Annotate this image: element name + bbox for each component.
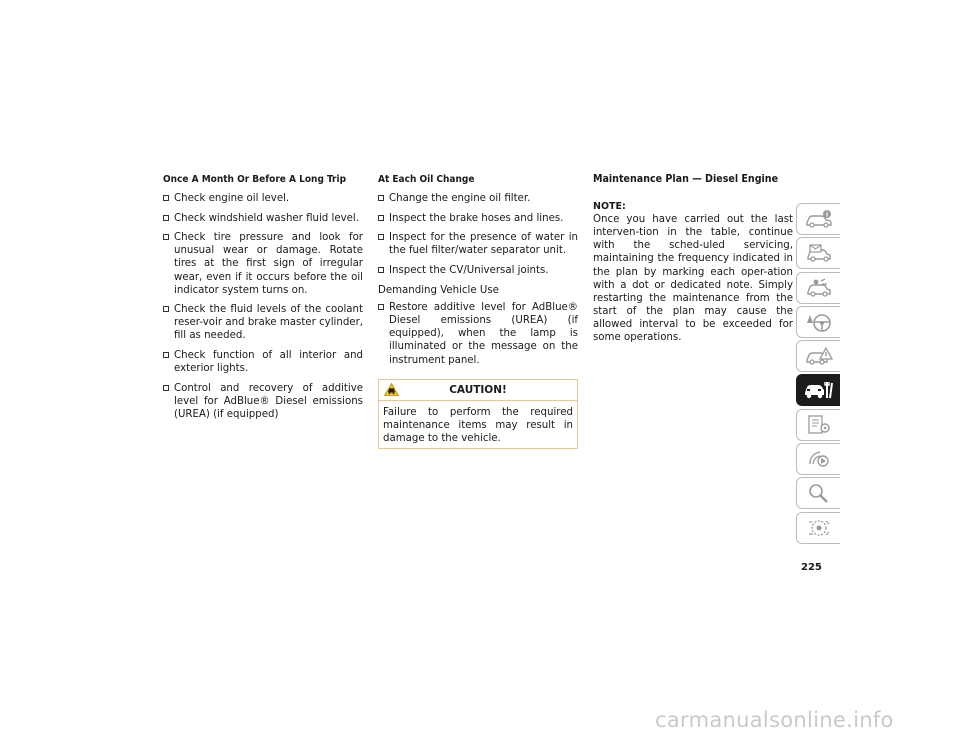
- tab-introduction[interactable]: [796, 203, 840, 235]
- subheading: Demanding Vehicle Use: [378, 285, 499, 297]
- list-item: Check function of all interior and exterior lights.: [163, 349, 363, 375]
- section-heading: At Each Oil Change: [378, 174, 475, 185]
- tab-servicing-maintenance[interactable]: [796, 374, 840, 406]
- tab-technical-specifications[interactable]: [796, 409, 840, 441]
- list-item: Control and recovery of additive level for AdBlue® Diesel emissions (UREA) (if equipped): [163, 382, 363, 421]
- chapter-tabs: [796, 203, 841, 546]
- checklist: [163, 192, 363, 421]
- checkbox-icon: [163, 306, 169, 312]
- checkbox-icon: [163, 234, 169, 240]
- car-info-icon: [804, 209, 834, 229]
- checkbox-icon: [163, 385, 169, 391]
- checkbox-icon: [163, 215, 169, 221]
- section-heading: Maintenance Plan — Diesel Engine: [593, 173, 779, 185]
- checkbox-icon: [163, 352, 169, 358]
- checkbox-icon: [378, 304, 384, 310]
- specifications-icon: [804, 414, 834, 436]
- caution-header: [379, 380, 577, 401]
- column-maintenance-plan: [593, 173, 793, 344]
- column-oil-change: [378, 173, 578, 449]
- note-label: NOTE:: [593, 201, 626, 213]
- list-item: Check engine oil level.: [163, 192, 363, 205]
- svg-text:i: i: [825, 211, 828, 219]
- list-item: Check tire pressure and look for unusual wear or damage. Rotate tires at the first sign of irregular wear, even if it occurs before the oil indicator system turns on.: [163, 231, 363, 296]
- list-item: Inspect for the presence of water in the fuel filter/water separator unit.: [378, 231, 578, 257]
- checklist: [378, 192, 578, 277]
- checkbox-icon: [163, 195, 169, 201]
- list-item: Check the fluid levels of the coolant reser-voir and brake master cylinder, fill as needed.: [163, 303, 363, 342]
- tab-starting-operating[interactable]: [796, 306, 840, 338]
- tab-safety[interactable]: [796, 272, 840, 304]
- car-safety-icon: [804, 277, 834, 299]
- checkbox-icon: [378, 267, 384, 273]
- checklist: [378, 301, 578, 366]
- note-text: Once you have carried out the last interven-tion in the table, continue with the sched-uled servicing, maintaining the frequency indicated in the plan by marking each oper-ation with a dot or dedicated note. Simply restarting the maintenance from the start of the plan may cause the allowed interval to be exceeded for some operations.: [593, 214, 793, 344]
- checkbox-icon: [378, 195, 384, 201]
- tab-languages[interactable]: [796, 512, 840, 544]
- car-warning-icon: [804, 345, 834, 367]
- car-mail-icon: [804, 243, 834, 263]
- list-item: Check windshield washer fluid level.: [163, 212, 363, 225]
- list-item: Change the engine oil filter.: [378, 192, 578, 205]
- list-item: Inspect the CV/Universal joints.: [378, 264, 578, 277]
- watermark[interactable]: carmanualsonline.info: [655, 708, 894, 732]
- list-item: Restore additive level for AdBlue® Diesel emissions (UREA) (if equipped), when the lamp is illuminated or the message on the instrument panel.: [378, 301, 578, 366]
- checkbox-icon: [378, 234, 384, 240]
- checkbox-icon: [378, 215, 384, 221]
- tab-in-case-of-emergency[interactable]: [796, 340, 840, 372]
- page-number: 225: [801, 562, 822, 573]
- languages-icon: [804, 517, 834, 539]
- list-item: Inspect the brake hoses and lines.: [378, 212, 578, 225]
- section-heading: Once A Month Or Before A Long Trip: [163, 174, 347, 185]
- caution-text: Failure to perform the required maintenance items may result in damage to the vehicle.: [383, 406, 573, 444]
- caution-box: [378, 379, 578, 449]
- caution-title: CAUTION!: [449, 383, 507, 396]
- column-once-a-month: [163, 173, 363, 428]
- steering-wheel-icon: [804, 311, 834, 333]
- tab-multimedia[interactable]: [796, 443, 840, 475]
- multimedia-icon: [804, 448, 834, 470]
- tab-index[interactable]: [796, 477, 840, 509]
- tab-getting-to-know[interactable]: [796, 237, 840, 269]
- index-search-icon: [804, 482, 834, 504]
- car-service-tools-icon: [803, 379, 835, 401]
